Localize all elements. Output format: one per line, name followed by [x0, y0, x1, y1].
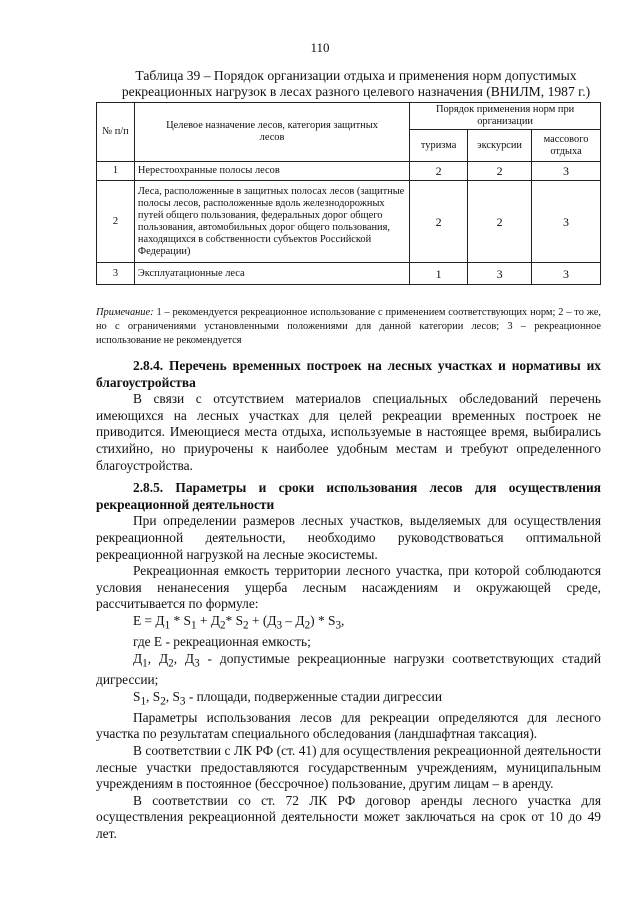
table-row: [97, 181, 601, 263]
table-row: [97, 263, 601, 285]
paragraph: Параметры использования лесов для рекреации определяются для лесного участка по результатам специального обследования (ландшафтная таксация).: [96, 709, 601, 742]
section-heading-284: 2.8.4. Перечень временных построек на лесных участках и нормативы их благоустройства: [96, 358, 601, 390]
row-num: 3: [97, 263, 135, 285]
row-value-mass: 3: [532, 162, 601, 181]
header-tourism: туризма: [410, 130, 468, 162]
paragraph: В соответствии со ст. 72 ЛК РФ договор аренды лесного участка для осуществления рекреационной деятельности может заключаться на срок от 10 до 49 лет.: [96, 792, 601, 842]
header-num: № п/п: [97, 103, 135, 162]
row-purpose: Леса, расположенные в защитных полосах лесов (защитные полосы лесов, расположенные вдоль железнодорожных путей общего пользования, федеральных дорог общего пользования, автомобильных дорог общего пользования, находящихся в собственности субъектов Российской Федерации): [134, 181, 409, 263]
header-mass-recreation: массового отдыха: [532, 130, 601, 162]
paragraph: При определении размеров лесных участков, выделяемых для осуществления рекреационной деятельности, необходимо руководствоваться оптимальной рекреационной нагрузкой на лесные экосистемы.: [96, 513, 601, 562]
row-purpose: Нерестоохранные полосы лесов: [134, 162, 409, 181]
recreation-norms-table: [96, 102, 601, 285]
header-excursion: экскурсии: [468, 130, 532, 162]
row-value-tourism: 1: [410, 263, 468, 285]
row-value-mass: 3: [532, 181, 601, 263]
header-purpose: Целевое назначение лесов, категория защитных лесов: [134, 103, 409, 162]
capacity-formula: $Е = Д_1 * S_1 + Д_2*$ $S_2 + (Д_3 - Д_2) * S_3$,: [133, 612, 345, 632]
table-header-row: [97, 103, 601, 130]
row-num: 1: [97, 162, 135, 181]
row-num: 2: [97, 181, 135, 263]
row-value-tourism: 2: [410, 162, 468, 181]
header-group: Порядок применения норм при организации: [410, 103, 601, 130]
note-text: 1 – рекомендуется рекреационное использование с применением соответствующих норм; 2 – то же, но с ограничениями установленными положениями для данной категории лесов; 3 – рекреационное использование не рекомендуется: [96, 307, 601, 346]
row-value-mass: 3: [532, 263, 601, 285]
table-row: [97, 162, 601, 181]
paragraph: Рекреационная емкость территории лесного участка, при которой соблюдаются условия ненанесения ущерба лесным насаждениям и окружающей среде, рассчитывается по формуле:: [96, 563, 601, 612]
formula-definition: $S_1$, $S_2$, $S_3$ - площади, подверженные стадии дигрессии: [133, 688, 442, 708]
paragraph: В соответствии с ЛК РФ (ст. 41) для осуществления рекреационной деятельности лесные участки предоставляются государственным учреждениям, муниципальным учреждениям в постоянное (бессрочное) пользование, другим лицам – в аренду.: [96, 743, 601, 792]
formula-definition: где Е - рекреационная емкость;: [133, 634, 311, 650]
row-value-tourism: 2: [410, 181, 468, 263]
row-value-excursion: 2: [468, 181, 532, 263]
row-purpose: Эксплуатационные леса: [134, 263, 409, 285]
body-text: [96, 358, 601, 843]
section-heading-285: 2.8.5. Параметры и сроки использования лесов для осуществления рекреационной деятельности: [96, 480, 601, 512]
row-value-excursion: 3: [468, 263, 532, 285]
note-label: Примечание:: [96, 307, 154, 318]
paragraph: В связи с отсутствием материалов специальных обследований перечень имеющихся на лесных участках для целей рекреации временных построек не приводится. Имеющиеся места отдыха, используемые в настоящее время, выбирались стихийно, но приурочены к наиболее удобным местам и требуют определенного благоустройства.: [96, 391, 601, 473]
row-value-excursion: 2: [468, 162, 532, 181]
page-number: 110: [310, 40, 330, 55]
table-note: [96, 306, 601, 348]
formula-definition: $Д_1$, $Д_2$, $Д_3$ - допустимые рекреационные нагрузки соответствующих стадий дигрессии;: [96, 650, 601, 688]
table-caption: Таблица 39 – Порядок организации отдыха и применения норм допустимых рекреационных нагрузок в лесах разного целевого назначения (ВНИЛМ, 1987 г.): [121, 68, 591, 99]
